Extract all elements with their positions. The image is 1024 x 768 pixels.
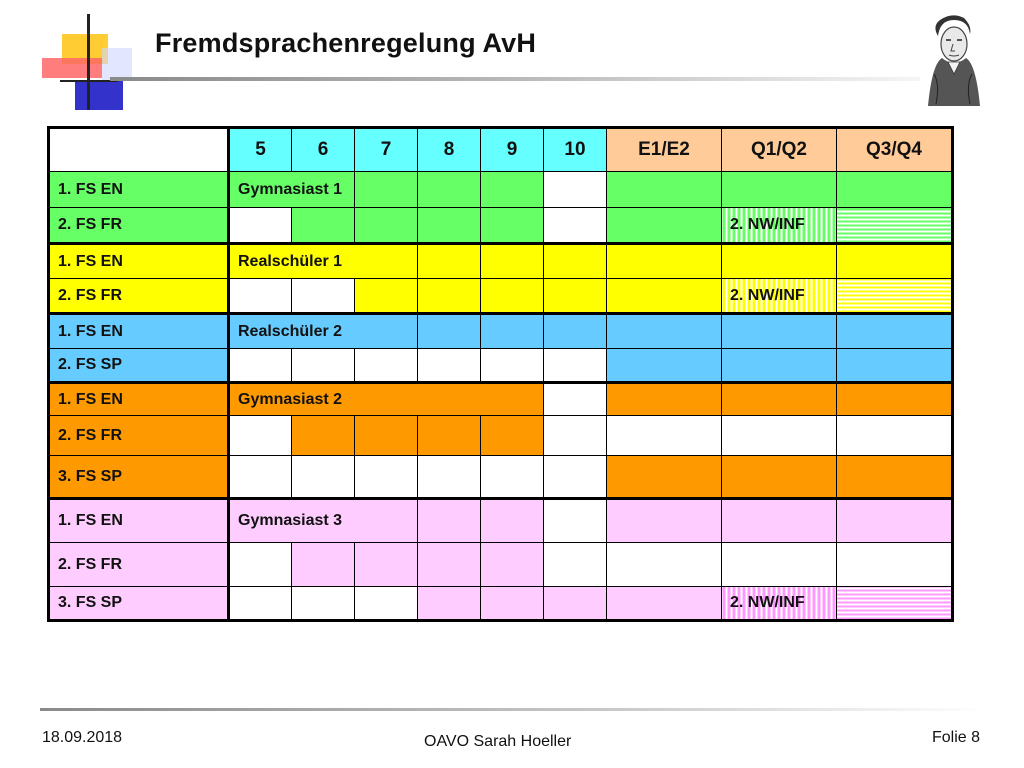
table-cell [544, 499, 607, 543]
nw-inf-note: 2. NW/INF [722, 587, 837, 621]
table-cell [837, 349, 953, 383]
table-cell [544, 349, 607, 383]
table-cell [607, 587, 722, 621]
row-label: 1. FS EN [49, 499, 229, 543]
table-cell [481, 349, 544, 383]
table-cell [229, 456, 292, 499]
header-grade-9: 9 [481, 128, 544, 172]
table-cell [544, 383, 607, 416]
table-cell [292, 349, 355, 383]
table-cell [722, 456, 837, 499]
table-cell [837, 499, 953, 543]
table-row [49, 499, 953, 543]
table-cell [722, 349, 837, 383]
table-cell [292, 456, 355, 499]
language-regulation-table [47, 126, 954, 622]
table-cell [481, 244, 544, 279]
table-cell [607, 456, 722, 499]
table-cell [481, 172, 544, 208]
table-row [49, 349, 953, 383]
row-label: 1. FS EN [49, 383, 229, 416]
table-cell [544, 279, 607, 314]
footer-author: OAVO Sarah Hoeller [424, 733, 572, 750]
table-cell [837, 314, 953, 349]
row-label: 2. FS SP [49, 349, 229, 383]
table-cell [355, 172, 418, 208]
table-cell [481, 499, 544, 543]
table-cell [837, 456, 953, 499]
table-cell [355, 456, 418, 499]
table-cell [292, 587, 355, 621]
row-label: 2. FS FR [49, 279, 229, 314]
table-cell [355, 208, 418, 244]
table-cell [229, 416, 292, 456]
group-name: Gymnasiast 1 [229, 172, 355, 208]
footer-divider [40, 708, 986, 711]
table-cell [418, 456, 481, 499]
table-cell [355, 279, 418, 314]
page-title: Fremdsprachenregelung AvH [155, 28, 537, 58]
table-cell [481, 543, 544, 587]
header-corner [49, 128, 229, 172]
row-label: 1. FS EN [49, 244, 229, 279]
table-cell [607, 279, 722, 314]
table-cell [837, 208, 953, 244]
table-cell [607, 383, 722, 416]
table-cell [481, 416, 544, 456]
table-cell [229, 587, 292, 621]
table-row [49, 416, 953, 456]
header-grade-5: 5 [229, 128, 292, 172]
table-cell [418, 499, 481, 543]
header-grade-8: 8 [418, 128, 481, 172]
table-cell [837, 543, 953, 587]
table-cell [837, 279, 953, 314]
table-row [49, 383, 953, 416]
table-row [49, 172, 953, 208]
table-cell [607, 543, 722, 587]
table-cell [292, 208, 355, 244]
table-cell [229, 279, 292, 314]
table-cell [722, 172, 837, 208]
table-cell [292, 279, 355, 314]
group-name: Gymnasiast 2 [229, 383, 544, 416]
header-grade-10: 10 [544, 128, 607, 172]
table-cell [607, 208, 722, 244]
table-row [49, 314, 953, 349]
table-cell [544, 208, 607, 244]
table-cell [607, 499, 722, 543]
table-cell [607, 244, 722, 279]
table-cell [544, 172, 607, 208]
logo-squares [0, 0, 140, 115]
group-name: Realschüler 1 [229, 244, 418, 279]
table-cell [418, 208, 481, 244]
table-cell [544, 587, 607, 621]
table-cell [481, 279, 544, 314]
row-label: 1. FS EN [49, 314, 229, 349]
header-row [49, 128, 953, 172]
table-cell [355, 543, 418, 587]
table-row [49, 456, 953, 499]
table-cell [355, 587, 418, 621]
table-cell [837, 383, 953, 416]
table-row [49, 244, 953, 279]
footer-slide-number: Folie 8 [932, 729, 981, 746]
table-cell [722, 416, 837, 456]
table-cell [418, 244, 481, 279]
table-cell [837, 416, 953, 456]
table-cell [544, 416, 607, 456]
table-cell [544, 543, 607, 587]
table-cell [418, 349, 481, 383]
table-cell [607, 314, 722, 349]
row-label: 3. FS SP [49, 456, 229, 499]
table-cell [355, 416, 418, 456]
table-row [49, 208, 953, 244]
row-label: 2. FS FR [49, 208, 229, 244]
table-cell [418, 314, 481, 349]
table-row [49, 279, 953, 314]
table-cell [229, 208, 292, 244]
row-label: 2. FS FR [49, 543, 229, 587]
group-name: Realschüler 2 [229, 314, 418, 349]
header-e1-e2: E1/E2 [607, 128, 722, 172]
table-cell [481, 314, 544, 349]
table-cell [418, 416, 481, 456]
table-cell [607, 349, 722, 383]
table-cell [229, 543, 292, 587]
table-cell [418, 587, 481, 621]
row-label: 2. FS FR [49, 416, 229, 456]
table-cell [355, 349, 418, 383]
table-cell [481, 208, 544, 244]
row-label: 1. FS EN [49, 172, 229, 208]
table-row [49, 587, 953, 621]
table-cell [722, 314, 837, 349]
table-cell [722, 543, 837, 587]
table-row [49, 543, 953, 587]
table-cell [229, 349, 292, 383]
table-cell [607, 416, 722, 456]
header-grade-7: 7 [355, 128, 418, 172]
table-cell [544, 456, 607, 499]
table-cell [418, 543, 481, 587]
table-cell [544, 314, 607, 349]
table-cell [292, 416, 355, 456]
portrait-image [920, 14, 986, 106]
table-cell [418, 172, 481, 208]
table-cell [722, 499, 837, 543]
table-cell [481, 456, 544, 499]
table-cell [292, 543, 355, 587]
header-q3-q4: Q3/Q4 [837, 128, 953, 172]
footer-date: 18.09.2018 [42, 729, 123, 746]
table-cell [722, 383, 837, 416]
row-label: 3. FS SP [49, 587, 229, 621]
table-cell [722, 244, 837, 279]
table-cell [481, 587, 544, 621]
table-cell [837, 587, 953, 621]
nw-inf-note: 2. NW/INF [722, 208, 837, 244]
table-cell [607, 172, 722, 208]
table-cell [544, 244, 607, 279]
table-cell [418, 279, 481, 314]
title-divider [110, 77, 986, 81]
table-cell [837, 172, 953, 208]
table-cell [837, 244, 953, 279]
group-name: Gymnasiast 3 [229, 499, 418, 543]
nw-inf-note: 2. NW/INF [722, 279, 837, 314]
header-q1-q2: Q1/Q2 [722, 128, 837, 172]
header-grade-6: 6 [292, 128, 355, 172]
